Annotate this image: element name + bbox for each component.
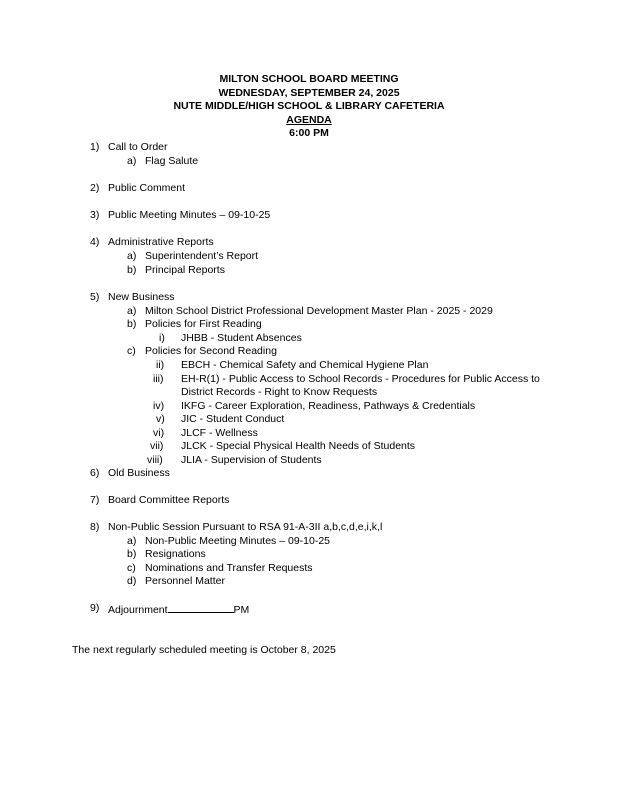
subitem-pd-master-plan: Milton School District Professional Development Master Plan - 2025 - 2029	[145, 305, 493, 317]
roman-numeral: v)	[156, 413, 165, 425]
subitem-second-reading: Policies for Second Reading	[145, 345, 277, 357]
item-administrative-reports: Administrative Reports	[108, 236, 214, 248]
policy-eh-r1-continued: District Records - Right to Know Requests	[181, 386, 378, 398]
item-number: 6)	[90, 467, 100, 479]
subitem-flag-salute: Flag Salute	[145, 155, 199, 167]
agenda-header	[0, 73, 618, 141]
subitem-nominations-transfers: Nominations and Transfer Requests	[145, 562, 313, 574]
subitem-letter: d)	[127, 575, 137, 587]
roman-numeral: vii)	[150, 440, 164, 452]
adjournment-pm: PM	[233, 604, 250, 616]
item-call-to-order: Call to Order	[108, 141, 168, 153]
item-public-comment: Public Comment	[108, 182, 186, 194]
item-number: 7)	[90, 494, 100, 506]
subitem-letter: c)	[127, 345, 136, 357]
item-new-business: New Business	[108, 291, 175, 303]
adjournment-time-blank	[168, 602, 234, 613]
item-number: 5)	[90, 291, 100, 303]
adjournment-label: Adjournment	[108, 604, 168, 616]
item-number: 2)	[90, 182, 100, 194]
policy-jlia: JLIA - Supervision of Students	[181, 454, 322, 466]
item-public-meeting-minutes: Public Meeting Minutes – 09-10-25	[108, 209, 271, 221]
subitem-non-public-minutes: Non-Public Meeting Minutes – 09-10-25	[145, 535, 331, 547]
roman-numeral: iii)	[153, 373, 164, 385]
item-number: 3)	[90, 209, 100, 221]
subitem-letter: c)	[127, 562, 136, 574]
roman-numeral: iv)	[153, 400, 165, 412]
item-number: 4)	[90, 236, 100, 248]
item-adjournment	[108, 602, 249, 618]
subitem-letter: a)	[127, 250, 137, 262]
policy-ebch: EBCH - Chemical Safety and Chemical Hygiene Plan	[181, 359, 429, 371]
subitem-letter: b)	[127, 318, 137, 330]
meeting-location: NUTE MIDDLE/HIGH SCHOOL & LIBRARY CAFETERIA	[173, 100, 445, 113]
policy-jlck: JLCK - Special Physical Health Needs of Students	[181, 440, 416, 452]
item-number: 9)	[90, 602, 100, 614]
roman-numeral: i)	[159, 332, 165, 344]
item-non-public-session: Non-Public Session Pursuant to RSA 91-A-3II a,b,c,d,e,i,k,l	[108, 521, 383, 533]
subitem-letter: b)	[127, 548, 137, 560]
subitem-first-reading: Policies for First Reading	[145, 318, 262, 330]
meeting-date: WEDNESDAY, SEPTEMBER 24, 2025	[218, 86, 400, 99]
subitem-personnel-matter: Personnel Matter	[145, 575, 225, 587]
subitem-letter: a)	[127, 155, 137, 167]
item-number: 8)	[90, 521, 100, 533]
subitem-principal-reports: Principal Reports	[145, 264, 225, 276]
subitem-resignations: Resignations	[145, 548, 206, 560]
policy-eh-r1: EH-R(1) - Public Access to School Records - Procedures for Public Access to	[181, 373, 540, 385]
item-old-business: Old Business	[108, 467, 170, 479]
next-meeting-note: The next regularly scheduled meeting is October 8, 2025	[72, 644, 336, 656]
roman-numeral: viii)	[147, 454, 163, 466]
meeting-title: MILTON SCHOOL BOARD MEETING	[219, 73, 399, 85]
meeting-time: 6:00 PM	[289, 127, 329, 140]
subitem-superintendent-report: Superintendent’s Report	[145, 250, 259, 262]
subitem-letter: a)	[127, 535, 137, 547]
subitem-letter: b)	[127, 264, 137, 276]
item-number: 1)	[90, 141, 100, 153]
roman-numeral: ii)	[156, 359, 165, 371]
policy-ikfg: IKFG - Career Exploration, Readiness, Pathways & Credentials	[181, 400, 476, 412]
agenda-heading: AGENDA	[286, 113, 332, 126]
policy-jlcf: JLCF - Wellness	[181, 427, 258, 439]
item-board-committee-reports: Board Committee Reports	[108, 494, 230, 506]
policy-jhbb: JHBB - Student Absences	[181, 332, 302, 344]
policy-jic: JIC - Student Conduct	[181, 413, 285, 425]
subitem-letter: a)	[127, 305, 137, 317]
roman-numeral: vi)	[153, 427, 165, 439]
